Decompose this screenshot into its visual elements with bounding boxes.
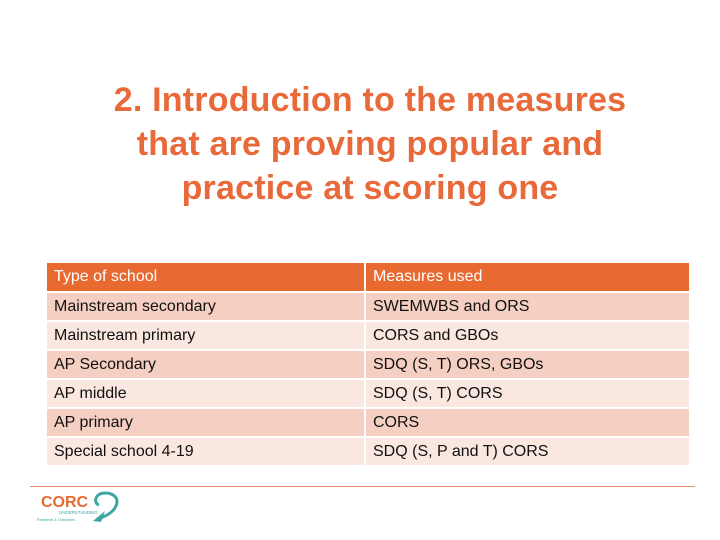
table-row bbox=[47, 409, 691, 438]
measures-table bbox=[47, 263, 691, 467]
table-row bbox=[47, 293, 691, 322]
title-line-3: practice at scoring one bbox=[181, 169, 559, 207]
measures-cell: CORS bbox=[366, 409, 691, 438]
table-row bbox=[47, 351, 691, 380]
measures-cell: SDQ (S, T) ORS, GBOs bbox=[366, 351, 691, 380]
school-type-cell: AP Secondary bbox=[47, 351, 366, 380]
measures-cell: SWEMWBS and ORS bbox=[366, 293, 691, 322]
logo-wordmark: CORC bbox=[41, 494, 89, 511]
logo-subtagline: Research & Outcomes bbox=[37, 518, 76, 522]
school-type-cell: Mainstream secondary bbox=[47, 293, 366, 322]
title-line-2: that are proving popular and bbox=[136, 125, 604, 163]
school-type-cell: Mainstream primary bbox=[47, 322, 366, 351]
school-type-cell: AP primary bbox=[47, 409, 366, 438]
slide-title bbox=[40, 78, 700, 210]
measures-cell: CORS and GBOs bbox=[366, 322, 691, 351]
school-type-cell: AP middle bbox=[47, 380, 366, 409]
table-row bbox=[47, 322, 691, 351]
logo-tagline: UNDERSTANDING bbox=[59, 510, 98, 515]
measures-cell: SDQ (S, P and T) CORS bbox=[366, 438, 691, 467]
logo-swoosh-icon bbox=[96, 493, 117, 519]
header-type-of-school: Type of school bbox=[47, 263, 366, 293]
table-row bbox=[47, 380, 691, 409]
corc-logo bbox=[35, 489, 125, 527]
measures-cell: SDQ (S, T) CORS bbox=[366, 380, 691, 409]
footer-divider bbox=[30, 486, 695, 487]
header-measures-used: Measures used bbox=[366, 263, 691, 293]
school-type-cell: Special school 4-19 bbox=[47, 438, 366, 467]
table-header-row bbox=[47, 263, 691, 293]
title-line-1: 2. Introduction to the measures bbox=[113, 81, 627, 119]
table-row bbox=[47, 438, 691, 467]
